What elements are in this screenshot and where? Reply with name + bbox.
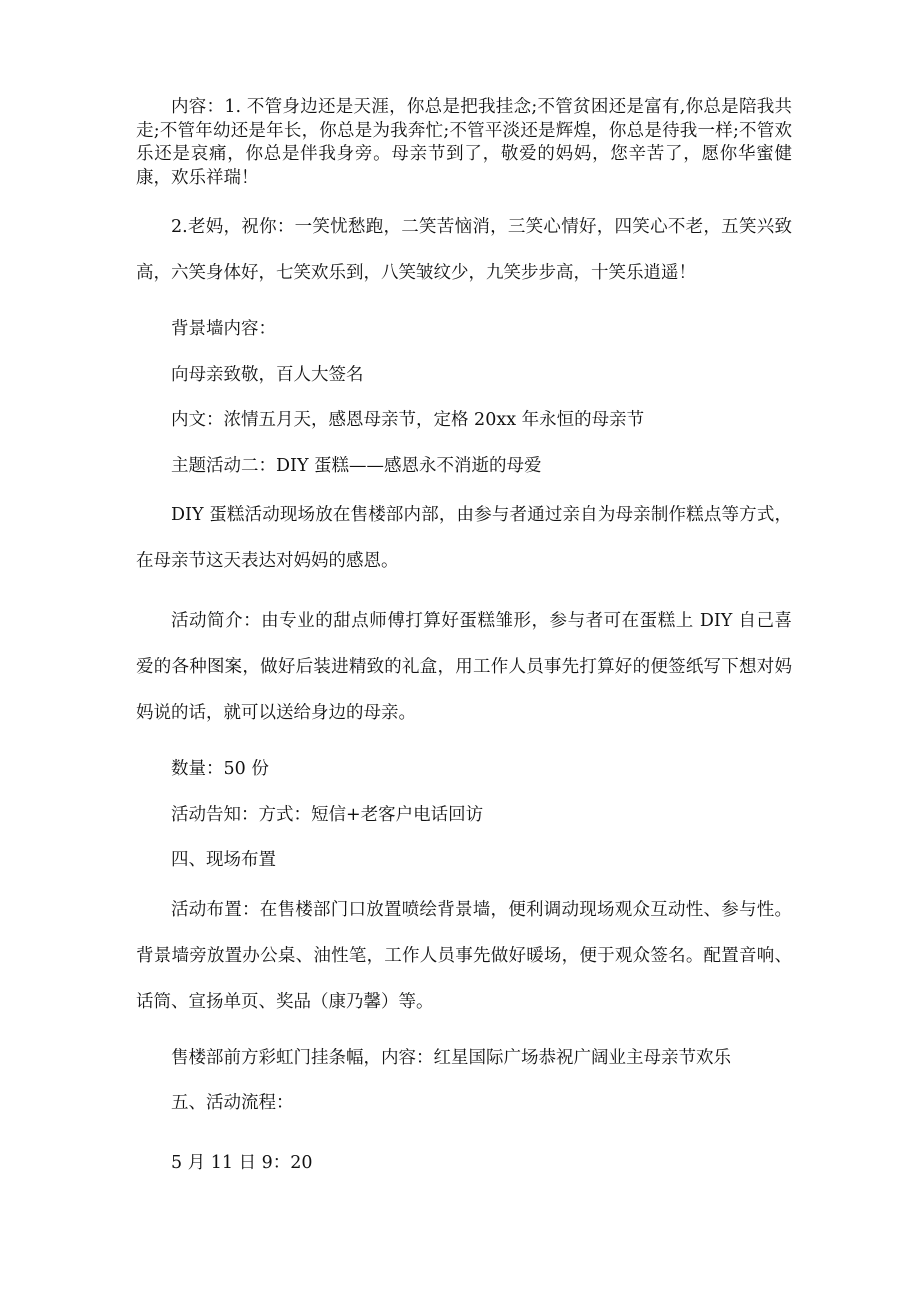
paragraph-activity-intro: 活动简介：由专业的甜点师傅打算好蛋糕雏形，参与者可在蛋糕上 DIY 自己喜爱的各种图案，做好后装进精致的礼盒，用工作人员事先打算好的便签纸写下想对妈妈说的话，就可以送给身边的母亲。 xyxy=(136,611,792,723)
section-heading-activity-flow: 五、活动流程： xyxy=(171,1093,294,1113)
section-heading-venue-setup: 四、现场布置 xyxy=(171,850,276,870)
paragraph-activity-notice: 活动告知：方式：短信+老客户电话回访 xyxy=(171,804,484,825)
document-body xyxy=(136,96,792,1175)
paragraph-banner: 售楼部前方彩虹门挂条幅，内容：红星国际广场恭祝广阔业主母亲节欢乐 xyxy=(171,1047,731,1068)
paragraph-greeting-2: 2.老妈，祝你：一笑忧愁跑，二笑苦恼消，三笑心情好，四笑心不老，五笑兴致高，六笑身体好，七笑欢乐到，八笑皱纹少，九笑步步高，十笑乐逍遥！ xyxy=(136,217,792,283)
paragraph-background-wall-heading: 背景墙内容： xyxy=(171,319,276,339)
paragraph-quantity: 数量：50 份 xyxy=(171,759,269,779)
paragraph-background-wall-title: 向母亲致敬，百人大签名 xyxy=(171,364,364,385)
paragraph-activity-setup: 活动布置：在售楼部门口放置喷绘背景墙，便利调动现场观众互动性、参与性。背景墙旁放置办公桌、油性笔，工作人员事先做好暖场，便于观众签名。配置音响、话筒、宣扬单页、奖品（康乃馨）等。 xyxy=(136,899,792,1012)
paragraph-greeting-1: 内容：1. 不管身边还是天涯，你总是把我挂念;不管贫困还是富有,你总是陪我共走;不管年幼还是年长，你总是为我奔忙;不管平淡还是辉煌，你总是待我一样;不管欢乐还是哀痛，你总是伴我身旁。母亲节到了，敬爱的妈妈，您辛苦了，愿你华蜜健康，欢乐祥瑞！ xyxy=(136,97,792,188)
paragraph-diy-location: DIY 蛋糕活动现场放在售楼部内部，由参与者通过亲自为母亲制作糕点等方式，在母亲节这天表达对妈妈的感恩。 xyxy=(136,505,792,571)
paragraph-activity-two-title: 主题活动二：DIY 蛋糕——感恩永不消逝的母爱 xyxy=(171,455,542,476)
paragraph-schedule-time: 5 月 11 日 9：20 xyxy=(171,1152,313,1173)
paragraph-background-wall-text: 内文：浓情五月天，感恩母亲节，定格 20xx 年永恒的母亲节 xyxy=(171,410,645,430)
